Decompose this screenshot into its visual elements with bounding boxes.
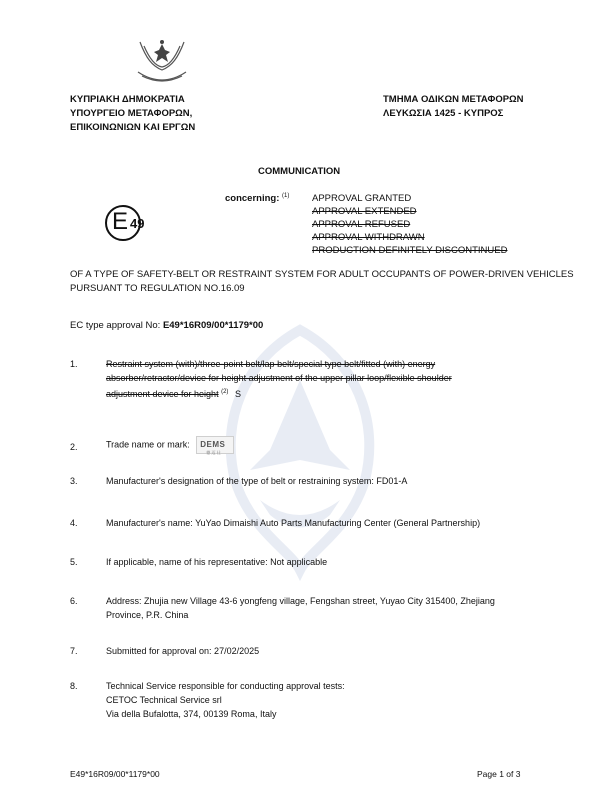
item-3-number: 3.	[70, 476, 78, 486]
item-7-text: Submitted for approval on: 27/02/2025	[106, 646, 260, 656]
item-7	[70, 644, 540, 658]
item-1-number: 1.	[70, 359, 78, 369]
approval-status-list	[312, 192, 507, 257]
header-right-line-1: ΤΜΗΜΑ ΟΔΙΚΩΝ ΜΕΤΑΦΟΡΩΝ	[383, 94, 524, 105]
header-left-line-1: ΚΥΠΡΙΑΚΗ ΔΗΜΟΚΡΑΤΙΑ	[70, 94, 185, 105]
item-8-number: 8.	[70, 681, 78, 691]
ec-approval	[70, 320, 263, 331]
item-6	[70, 594, 540, 622]
item-6-number: 6.	[70, 596, 78, 606]
trade-mark-logo-text: DEMS	[200, 440, 226, 449]
subject-line-2: PURSUANT TO REGULATION NO.16.09	[70, 283, 245, 294]
item-1-line-1: Restraint system (with)/three-point belt/lap belt/special type belt/fitted (with) energy	[106, 359, 436, 369]
item-8-text	[106, 679, 546, 721]
item-5-number: 5.	[70, 557, 78, 567]
header-right	[383, 93, 524, 121]
status-granted: APPROVAL GRANTED	[312, 193, 412, 204]
trade-mark-logo-subtext: 德 迈 仕	[206, 450, 221, 455]
item-2-label: Trade name or mark:	[106, 439, 190, 450]
item-4	[70, 516, 540, 530]
item-4-text: Manufacturer's name: YuYao Dimaishi Auto Parts Manufacturing Center (General Partnership)	[106, 518, 481, 528]
concerning-label-text: concerning:	[225, 193, 280, 205]
status-refused: APPROVAL REFUSED	[312, 219, 411, 230]
item-5	[70, 555, 540, 569]
header-left-line-2: ΥΠΟΥΡΓΕΙΟ ΜΕΤΑΦΟΡΩΝ,	[70, 108, 193, 119]
concerning-label	[225, 193, 289, 204]
header-left	[70, 93, 195, 135]
item-8-line-1: Technical Service responsible for conducting approval tests:	[106, 681, 345, 691]
status-extended: APPROVAL EXTENDED	[312, 206, 417, 217]
item-8-line-2: CETOC Technical Service srl	[106, 695, 222, 705]
item-6-line-1: Address: Zhujia new Village 43-6 yongfeng village, Fengshan street, Yuyao City 315400, Zhejiang	[106, 596, 495, 606]
ec-approval-number: E49*16R09/00*1179*00	[162, 320, 264, 331]
item-6-text	[106, 594, 546, 622]
item-1-note: (2)	[221, 389, 229, 395]
header-left-line-3: ΕΠΙΚΟΙΝΩΝΙΩΝ ΚΑΙ ΕΡΓΩΝ	[70, 122, 196, 133]
item-6-line-2: Province, P.R. China	[106, 610, 189, 620]
coat-of-arms-emblem	[132, 36, 192, 88]
header-right-line-2: ΛΕΥΚΩΣΙΑ 1425 - ΚΥΠΡΟΣ	[383, 108, 504, 119]
item-8	[70, 679, 540, 721]
item-1-line-2: absorber/retractor/device for height adjustment of the upper pillar loop/flexible shoulder	[106, 373, 452, 383]
approval-mark-letter: E	[112, 208, 129, 235]
item-1	[70, 357, 540, 407]
item-5-text: If applicable, name of his representative: Not applicable	[106, 557, 328, 567]
footer-reference: E49*16R09/00*1179*00	[70, 769, 160, 779]
status-discontinued: PRODUCTION DEFINITELY DISCONTINUED	[312, 245, 508, 256]
ec-approval-label: EC type approval No:	[70, 320, 161, 331]
item-3-text: Manufacturer's designation of the type of belt or restraining system: FD01-A	[106, 476, 408, 486]
subject-line-1: OF A TYPE OF SAFETY-BELT OR RESTRAINT SYSTEM FOR ADULT OCCUPANTS OF POWER-DRIVEN VEHICLES	[70, 269, 574, 280]
item-8-line-3: Via della Bufalotta, 374, 00139 Roma, Italy	[106, 709, 277, 719]
item-1-value: S	[234, 389, 241, 399]
item-4-number: 4.	[70, 518, 78, 528]
item-3	[70, 474, 540, 488]
document-title: COMMUNICATION	[258, 166, 341, 177]
item-1-line-3: adjustment device for height	[106, 389, 219, 399]
footer-page-number: Page 1 of 3	[477, 769, 521, 779]
item-2-text	[106, 436, 546, 454]
subject	[70, 268, 574, 296]
status-withdrawn: APPROVAL WITHDRAWN	[312, 232, 425, 243]
approval-mark	[104, 203, 164, 243]
item-2-number: 2.	[70, 442, 78, 452]
trade-mark-logo	[196, 436, 234, 454]
item-7-number: 7.	[70, 646, 78, 656]
approval-mark-number: 49	[130, 216, 145, 231]
item-2	[70, 434, 540, 458]
item-1-text	[106, 357, 526, 401]
concerning-note: (1)	[282, 193, 290, 199]
